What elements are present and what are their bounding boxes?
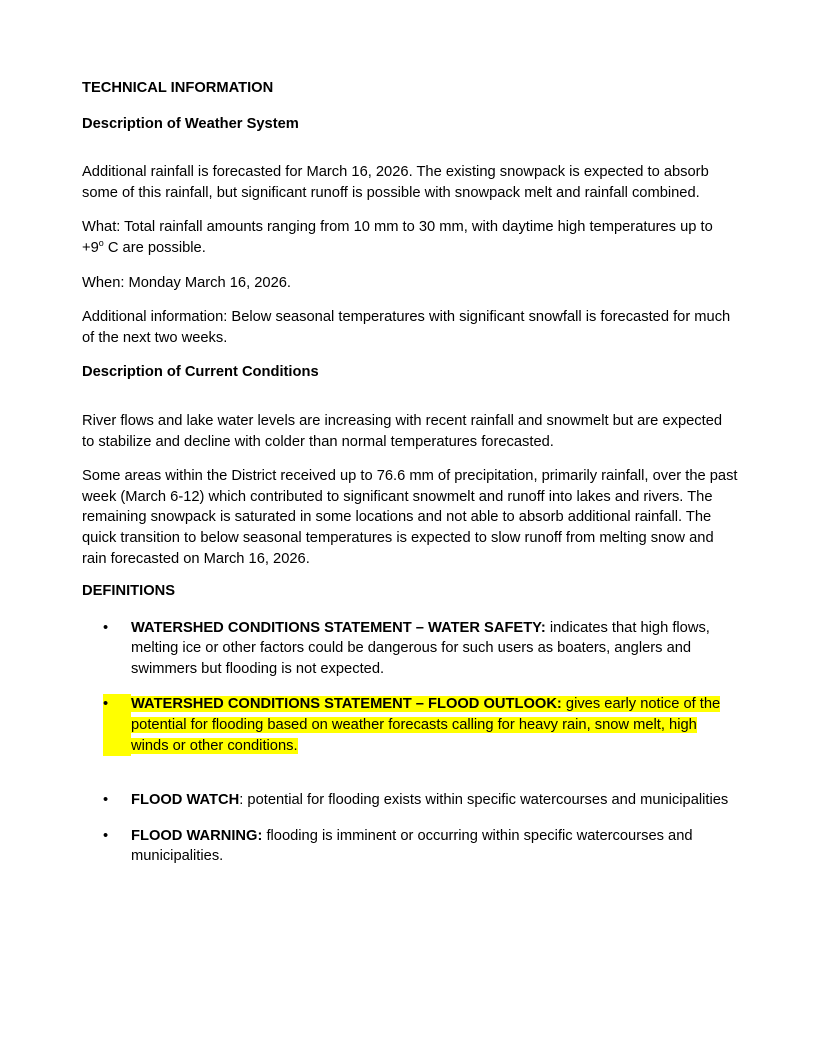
list-item-flood-outlook-highlighted <box>103 694 738 756</box>
bullet-icon: • <box>103 792 109 809</box>
bullet-text <box>131 694 738 756</box>
paragraph-what <box>82 217 738 258</box>
heading-technical-information: TECHNICAL INFORMATION <box>82 80 274 96</box>
bullet-icon: • <box>103 694 131 756</box>
what-text-after: C are possible. <box>103 239 206 256</box>
paragraph-weather-forecast: Additional rainfall is forecasted for March 16, 2026. The existing snowpack is expected to absorb some of this rainfall, but significant runoff is possible with snowpack melt and rainfall combined. <box>82 164 709 201</box>
paragraph-district-precipitation: Some areas within the District received up to 76.6 mm of precipitation, primarily rainfall, over the past week (March 6-12) which contributed to significant snowmelt and runoff into lakes and rivers. The remaining snowpack is saturated in some locations and not able to absorb additional rainfall. The quick transition to below seasonal temperatures is expected to slow runoff from melting snow and rain forecasted on March 16, 2026. <box>82 468 738 567</box>
paragraph-additional-info: Additional information: Below seasonal temperatures with significant snowfall is forecasted for much of the next two weeks. <box>82 309 731 346</box>
list-item-flood-watch <box>103 790 738 811</box>
bullet-text <box>131 618 738 680</box>
definition-term: WATERSHED CONDITIONS STATEMENT – WATER SAFETY: <box>131 619 546 636</box>
heading-weather-system: Description of Weather System <box>82 115 299 132</box>
list-item-flood-warning <box>103 826 738 867</box>
paragraph-when: When: Monday March 16, 2026. <box>82 274 292 291</box>
bullet-icon: • <box>103 619 109 636</box>
definition-body: indicates that high flows, melting ice or other factors could be dangerous for such users as boaters, anglers and swimmers but flooding is not expected. <box>131 619 710 677</box>
heading-definitions: DEFINITIONS <box>82 583 176 600</box>
definition-term: FLOOD WATCH <box>131 792 240 809</box>
bullet-text <box>131 790 738 811</box>
bullet-text <box>131 826 738 867</box>
definition-body: flooding is imminent or occurring within specific watercourses and municipalities. <box>131 827 693 865</box>
heading-current-conditions: Description of Current Conditions <box>82 364 319 381</box>
definition-term: FLOOD WARNING: <box>131 827 263 844</box>
list-item-water-safety <box>103 618 738 680</box>
degree-superscript: o <box>98 238 104 249</box>
definition-body: : potential for flooding exists within specific watercourses and municipalities <box>239 792 729 809</box>
definition-term: WATERSHED CONDITIONS STATEMENT – FLOOD OUTLOOK: <box>131 696 562 713</box>
what-text-before: What: Total rainfall amounts ranging from 10 mm to 30 mm, with daytime high temperatures up to +9 <box>82 219 713 256</box>
paragraph-river-flows: River flows and lake water levels are increasing with recent rainfall and snowmelt but are expected to stabilize and decline with colder than normal temperatures forecasted. <box>82 412 723 450</box>
definition-body: gives early notice of the potential for flooding based on weather forecasts calling for heavy rain, snow melt, high winds or other conditions. <box>131 696 721 754</box>
definitions-list <box>82 618 738 867</box>
bullet-icon: • <box>103 827 109 844</box>
